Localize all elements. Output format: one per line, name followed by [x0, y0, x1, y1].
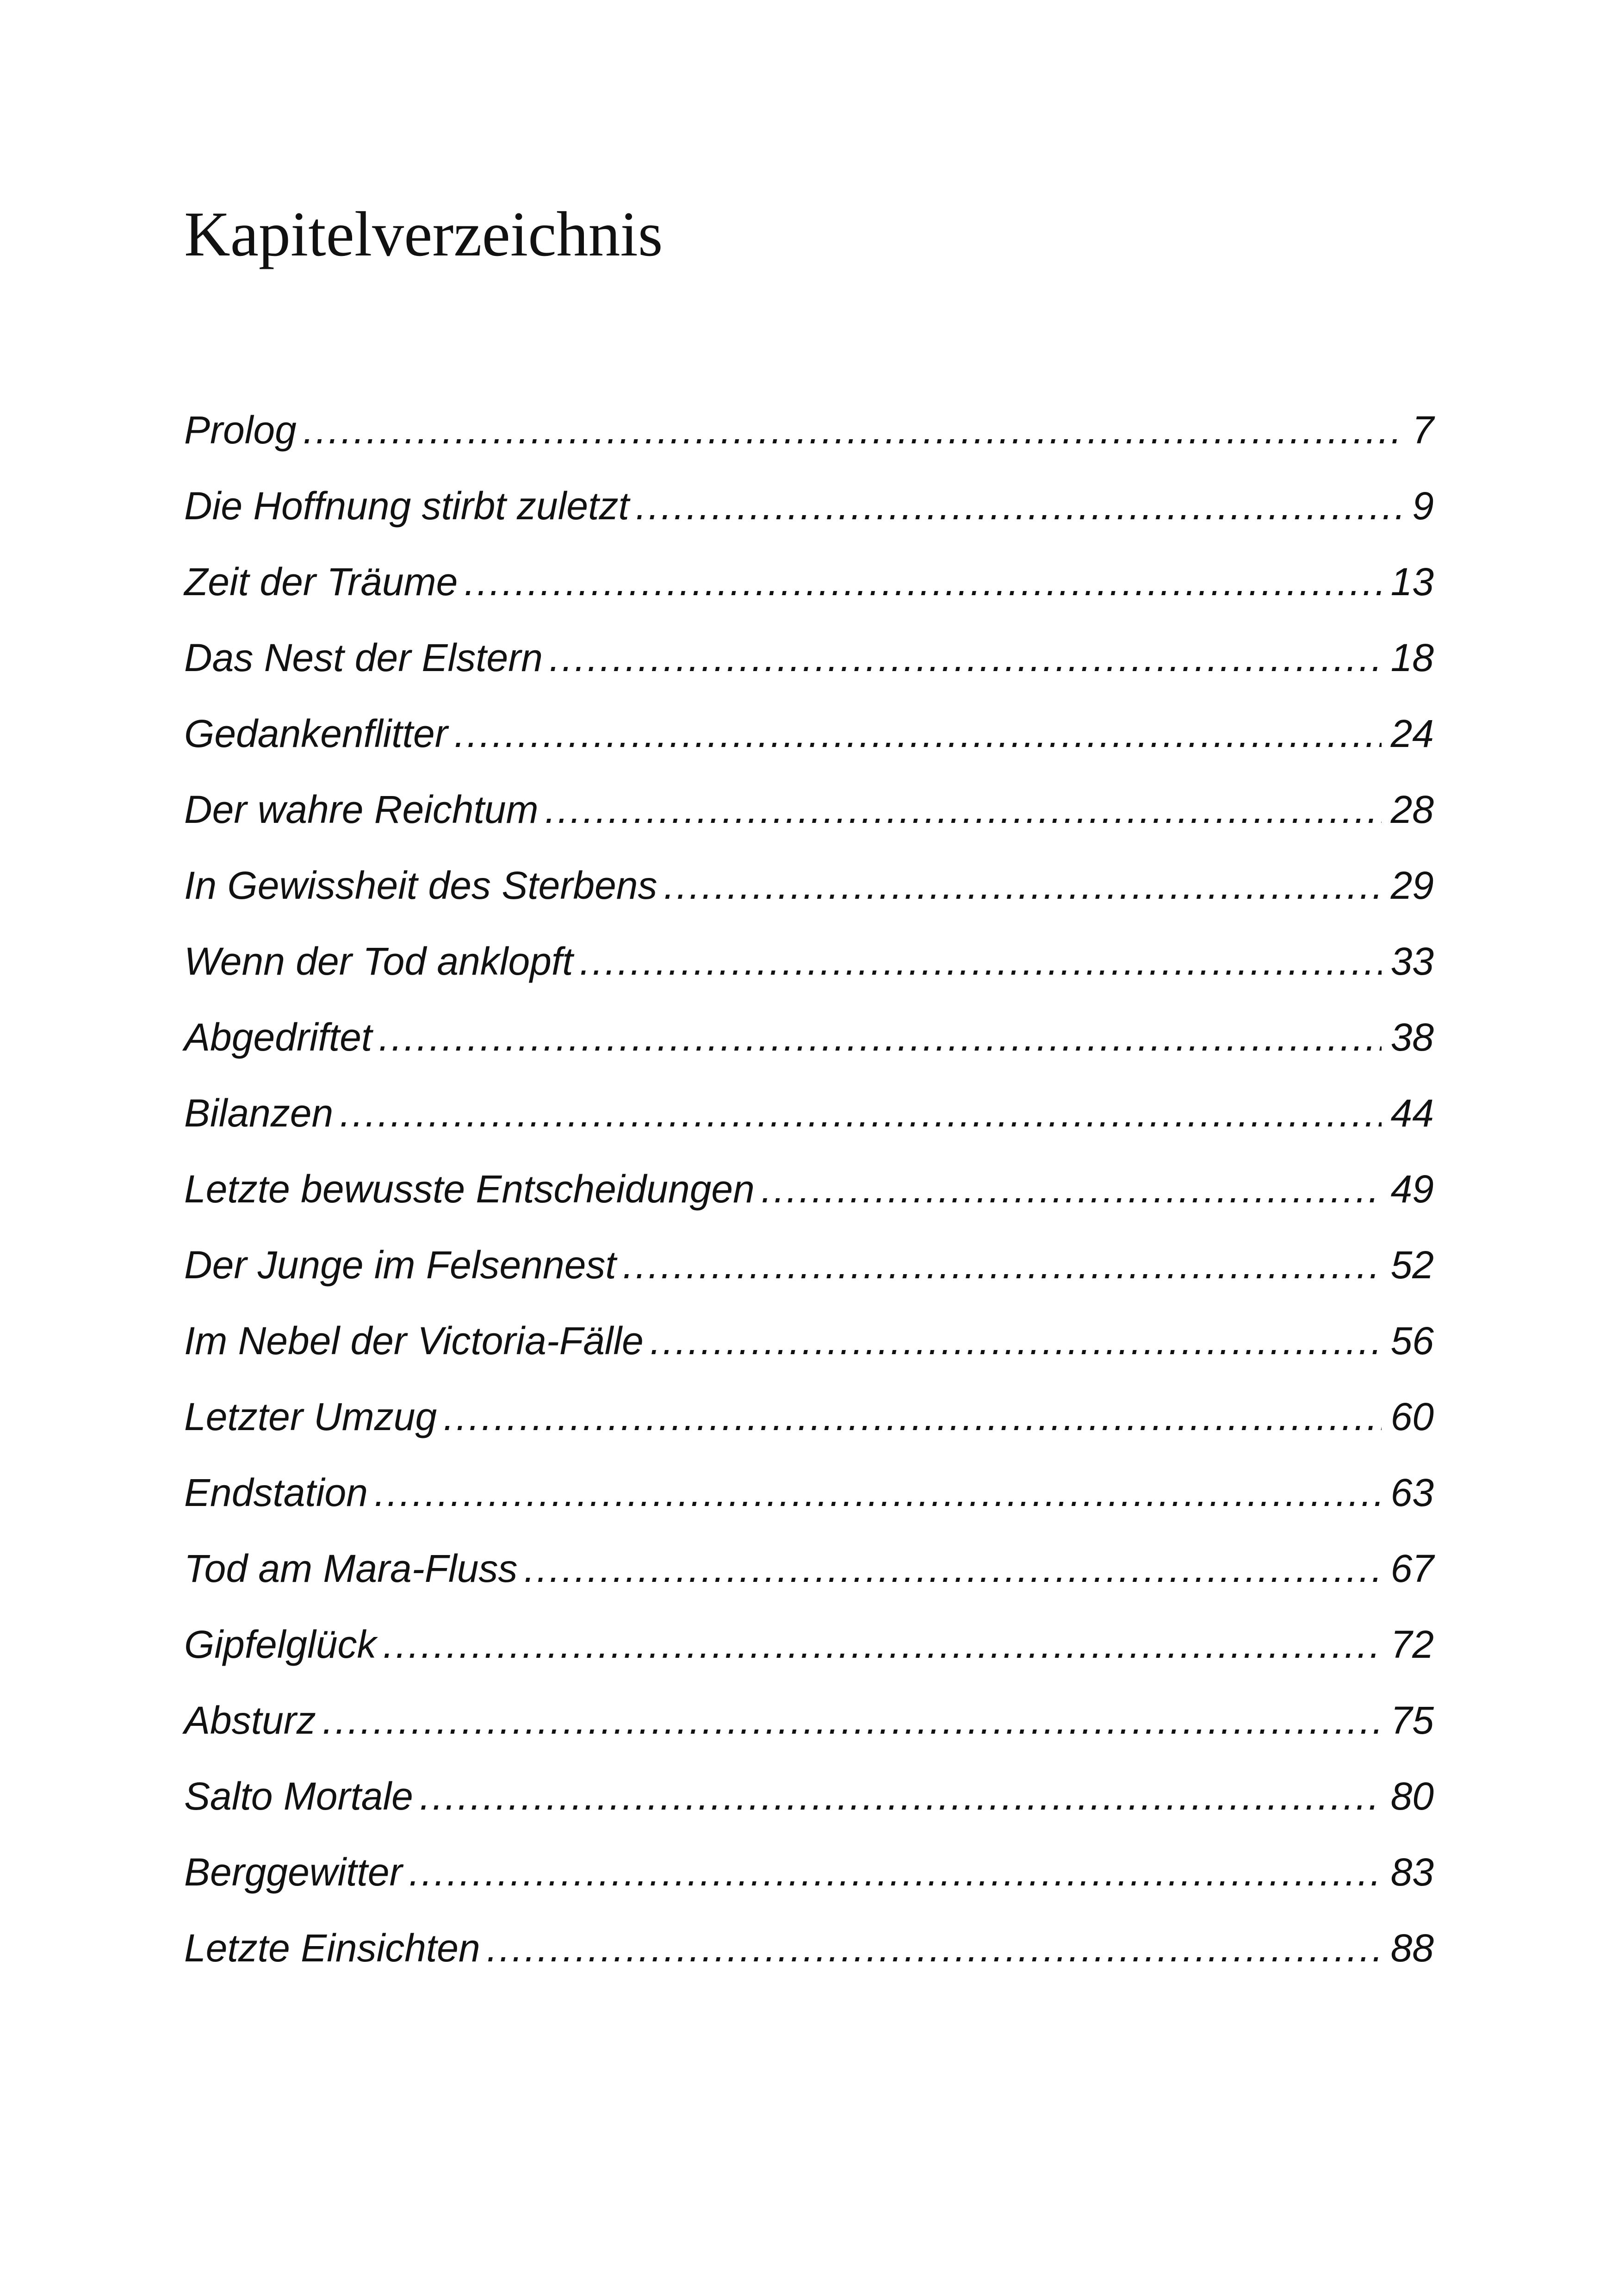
toc-entry	[184, 1774, 1434, 1818]
toc-leader-dots	[487, 1929, 1382, 1967]
toc-entry	[184, 1698, 1434, 1742]
toc-entry	[184, 484, 1434, 528]
toc-entry-label: Letzte Einsichten	[184, 1926, 480, 1970]
toc-entry-label: Der wahre Reichtum	[184, 787, 539, 831]
toc-leader-dots	[524, 1549, 1381, 1588]
toc-entry-page: 18	[1390, 635, 1434, 679]
toc-entry	[184, 939, 1434, 983]
toc-entry	[184, 1091, 1434, 1135]
toc-entry-page: 83	[1390, 1850, 1434, 1894]
toc-entry-label: In Gewissheit des Sterbens	[184, 863, 657, 907]
toc-entry	[184, 635, 1434, 679]
toc-leader-dots	[623, 1245, 1382, 1284]
toc-leader-dots	[761, 1170, 1382, 1208]
toc-leader-dots	[322, 1701, 1382, 1740]
toc-entry	[184, 1394, 1434, 1438]
toc-entry	[184, 408, 1434, 452]
toc-leader-dots	[374, 1473, 1382, 1512]
toc-entry-label: Der Junge im Felsennest	[184, 1243, 616, 1287]
toc-leader-dots	[580, 942, 1382, 981]
toc-leader-dots	[340, 1094, 1381, 1132]
toc-list	[184, 408, 1434, 1970]
toc-entry	[184, 1850, 1434, 1894]
toc-leader-dots	[420, 1777, 1382, 1816]
toc-entry-page: 28	[1390, 787, 1434, 831]
toc-entry	[184, 863, 1434, 907]
toc-leader-dots	[464, 562, 1381, 601]
toc-leader-dots	[409, 1853, 1382, 1892]
toc-entry-page: 13	[1390, 560, 1434, 604]
toc-entry-label: Letzter Umzug	[184, 1394, 437, 1438]
toc-entry-label: Abgedriftet	[184, 1015, 372, 1059]
toc-leader-dots	[549, 638, 1382, 677]
toc-entry	[184, 1243, 1434, 1287]
toc-entry-page: 24	[1390, 711, 1434, 755]
toc-entry	[184, 1167, 1434, 1211]
toc-entry-label: Absturz	[184, 1698, 316, 1742]
toc-entry-page: 80	[1390, 1774, 1434, 1818]
toc-entry-label: Gipfelglück	[184, 1622, 377, 1666]
toc-entry-label: Berggewitter	[184, 1850, 403, 1894]
toc-leader-dots	[545, 790, 1382, 829]
toc-entry	[184, 1622, 1434, 1666]
toc-entry-page: 75	[1390, 1698, 1434, 1742]
toc-entry-label: Wenn der Tod anklopft	[184, 939, 573, 983]
toc-leader-dots	[636, 486, 1403, 525]
toc-entry-label: Gedankenflitter	[184, 711, 448, 755]
toc-entry-page: 88	[1390, 1926, 1434, 1970]
toc-entry-page: 9	[1412, 484, 1434, 528]
toc-entry	[184, 1546, 1434, 1590]
toc-entry-label: Letzte bewusste Entscheidungen	[184, 1167, 755, 1211]
toc-leader-dots	[664, 866, 1382, 905]
toc-entry-page: 38	[1390, 1015, 1434, 1059]
toc-entry-label: Prolog	[184, 408, 297, 452]
toc-entry-page: 63	[1390, 1470, 1434, 1514]
toc-entry	[184, 1470, 1434, 1514]
toc-entry-page: 7	[1412, 408, 1434, 452]
toc-entry-page: 44	[1390, 1091, 1434, 1135]
toc-entry-label: Tod am Mara-Fluss	[184, 1546, 518, 1590]
toc-entry-label: Das Nest der Elstern	[184, 635, 543, 679]
toc-entry-page: 72	[1390, 1622, 1434, 1666]
toc-entry	[184, 1015, 1434, 1059]
toc-entry-page: 49	[1390, 1167, 1434, 1211]
page-title: Kapitelverzeichnis	[184, 199, 663, 269]
toc-entry	[184, 711, 1434, 755]
toc-entry-label: Zeit der Träume	[184, 560, 458, 604]
toc-leader-dots	[443, 1397, 1381, 1436]
toc-entry-page: 67	[1390, 1546, 1434, 1590]
toc-entry-label: Bilanzen	[184, 1091, 334, 1135]
toc-entry	[184, 560, 1434, 604]
toc-leader-dots	[454, 714, 1382, 753]
toc-leader-dots	[650, 1321, 1382, 1360]
toc-leader-dots	[303, 411, 1403, 449]
toc-leader-dots	[383, 1625, 1382, 1664]
toc-entry-page: 60	[1390, 1394, 1434, 1438]
toc-entry	[184, 1319, 1434, 1363]
toc-entry-label: Im Nebel der Victoria-Fälle	[184, 1319, 644, 1363]
toc-entry-page: 29	[1390, 863, 1434, 907]
toc-entry-page: 52	[1390, 1243, 1434, 1287]
toc-entry	[184, 1926, 1434, 1970]
toc-entry-page: 56	[1390, 1319, 1434, 1363]
toc-entry-label: Salto Mortale	[184, 1774, 413, 1818]
toc-entry-label: Endstation	[184, 1470, 368, 1514]
toc-entry-page: 33	[1390, 939, 1434, 983]
toc-entry-label: Die Hoffnung stirbt zuletzt	[184, 484, 629, 528]
toc-leader-dots	[378, 1018, 1381, 1057]
toc-entry	[184, 787, 1434, 831]
